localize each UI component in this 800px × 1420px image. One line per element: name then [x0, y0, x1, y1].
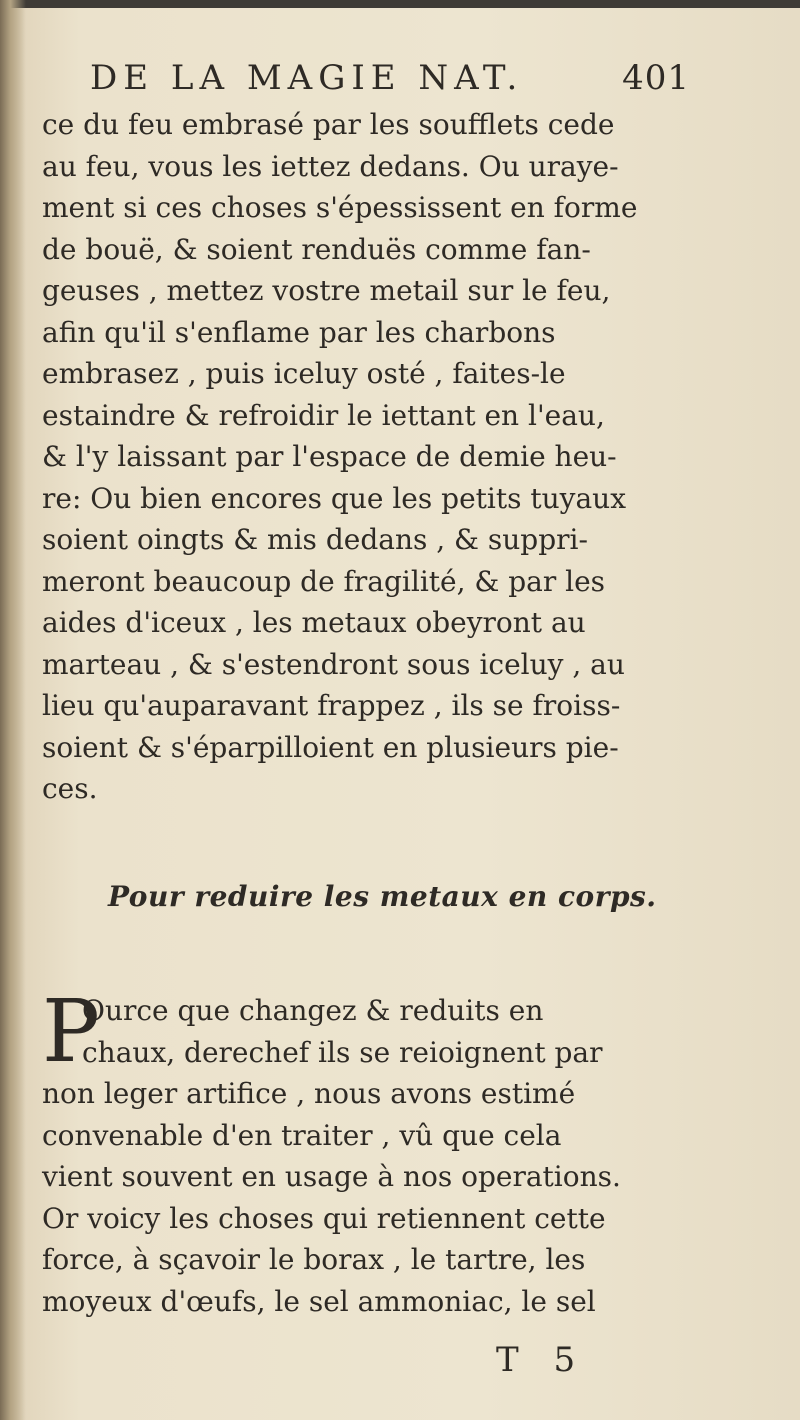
- text-line: ment si ces choses s'épessissent en forme: [42, 191, 638, 224]
- book-gutter-shadow: [0, 0, 26, 1420]
- text-line: au feu, vous les iettez dedans. Ou urayе-: [42, 149, 619, 183]
- running-title: DE LA MAGIE NAT.: [90, 58, 524, 98]
- paragraph-2: [42, 982, 688, 1322]
- paragraph-1: [42, 104, 688, 810]
- signature-mark: T 5: [496, 1340, 588, 1380]
- text-line: vient souvent en usage à nos operations.: [42, 1160, 621, 1193]
- text-line: & l'y laissant par l'espace de demie heu-: [42, 440, 617, 473]
- text-line: moyeux d'œufs, le sel ammoniac, le sel: [42, 1284, 596, 1318]
- text-line: ce du feu embrasé par les soufflets cede: [42, 108, 615, 141]
- text-line: re: Ou bien encores que les petits tuyaux: [42, 481, 626, 515]
- text-line: meront beaucoup de fragilité, & par les: [42, 564, 606, 598]
- text-line: embrasez , puis iceluy osté , faites-le: [42, 357, 566, 390]
- drop-cap: P: [42, 982, 100, 1082]
- text-line: non leger artifice , nous avons estimé: [42, 1077, 576, 1110]
- text-line: force, à sçavoir le borax , le tartre, les: [42, 1243, 586, 1276]
- text-line: ces.: [42, 772, 98, 805]
- text-line: de bouë, & soient renduës comme fan-: [42, 232, 591, 266]
- text-line: chaux, derechef ils se reioignent par: [82, 1035, 603, 1069]
- text-line: marteau , & s'estendront sous iceluy , au: [42, 647, 625, 681]
- text-line: afin qu'il s'enflame par les charbons: [42, 315, 556, 349]
- page-top-edge: [0, 0, 800, 8]
- text-line: convenable d'en traiter , vû que cela: [42, 1118, 562, 1152]
- text-line: Or voicy les choses qui retiennent cette: [42, 1201, 606, 1235]
- page-number: 401: [622, 58, 690, 98]
- text-line: geuses , mettez vostre metail sur le feu,: [42, 274, 611, 307]
- text-line: soient oingts & mis dedans , & suppri-: [42, 523, 588, 556]
- text-line: estaindre & refroidir le iettant en l'eau,: [42, 398, 605, 432]
- text-line: lieu qu'auparavant frappez , ils se froiss-: [42, 689, 621, 722]
- text-line: soient & s'éparpilloient en plusieurs pie-: [42, 730, 619, 764]
- text-line: Ource que changez & reduits en: [82, 994, 544, 1027]
- text-line: aides d'iceux , les metaux obeyront au: [42, 606, 586, 639]
- section-heading: Pour reduire les metaux en corps.: [108, 880, 657, 913]
